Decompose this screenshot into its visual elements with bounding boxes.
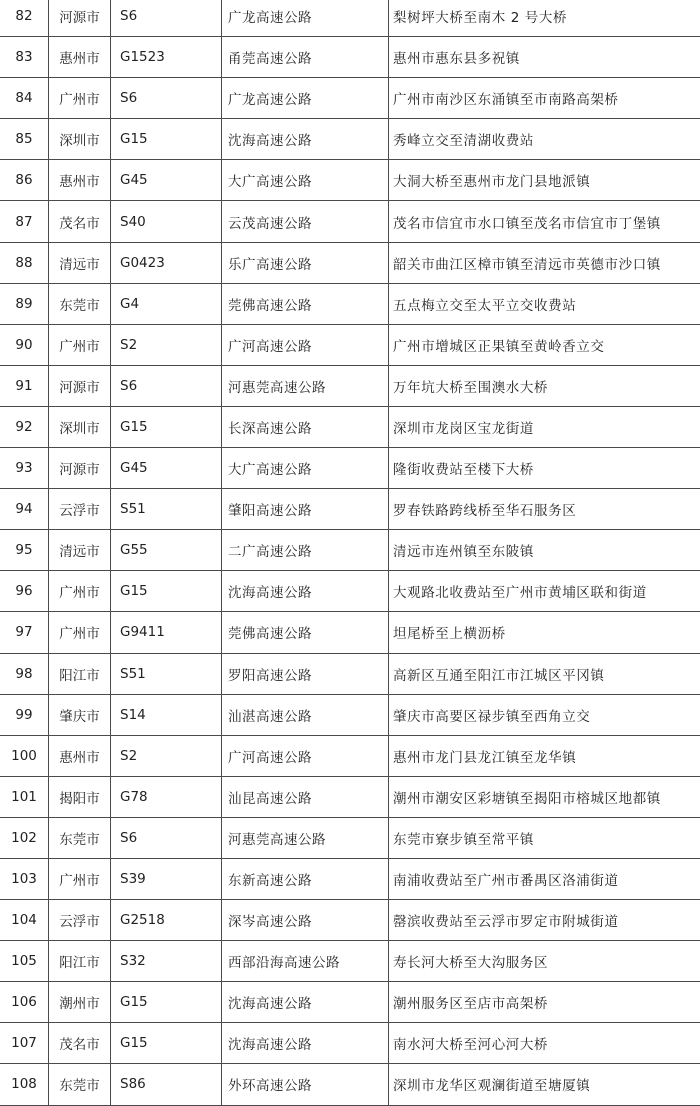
table-row [0,530,700,571]
road-code-cell: G9411 [111,612,222,653]
row-number-cell: 98 [0,653,49,694]
city-cell: 广州市 [49,78,111,119]
road-name-cell: 沈海高速公路 [222,1023,389,1064]
row-number-cell: 92 [0,406,49,447]
road-name-cell: 河惠莞高速公路 [222,817,389,858]
row-number-cell: 88 [0,242,49,283]
row-number-cell: 107 [0,1023,49,1064]
table-row [0,1064,700,1105]
road-segment-cell: 梨树坪大桥至南木 2 号大桥 [389,0,700,37]
row-number-cell: 90 [0,324,49,365]
city-cell: 广州市 [49,324,111,365]
table-row [0,1023,700,1064]
road-segment-cell: 清远市连州镇至东陂镇 [389,530,700,571]
road-name-cell: 广龙高速公路 [222,0,389,37]
road-code-cell: G55 [111,530,222,571]
road-segment-cell: 深圳市龙华区观澜街道至塘厦镇 [389,1064,700,1105]
row-number-cell: 97 [0,612,49,653]
road-code-cell: S51 [111,653,222,694]
city-cell: 河源市 [49,0,111,37]
row-number-cell: 95 [0,530,49,571]
city-cell: 东莞市 [49,283,111,324]
table-row [0,0,700,37]
row-number-cell: 105 [0,941,49,982]
road-name-cell: 云茂高速公路 [222,201,389,242]
road-name-cell: 西部沿海高速公路 [222,941,389,982]
road-name-cell: 莞佛高速公路 [222,612,389,653]
table-row [0,941,700,982]
road-segment-cell: 罄滨收费站至云浮市罗定市附城街道 [389,900,700,941]
road-name-cell: 乐广高速公路 [222,242,389,283]
table-row [0,612,700,653]
road-segment-cell: 东莞市寮步镇至常平镇 [389,817,700,858]
city-cell: 惠州市 [49,37,111,78]
table-row [0,242,700,283]
road-segment-cell: 南水河大桥至河心河大桥 [389,1023,700,1064]
row-number-cell: 94 [0,489,49,530]
road-segment-cell: 韶关市曲江区樟市镇至清远市英德市沙口镇 [389,242,700,283]
row-number-cell: 84 [0,78,49,119]
table-row [0,283,700,324]
city-cell: 茂名市 [49,201,111,242]
road-segment-cell: 惠州市惠东县多祝镇 [389,37,700,78]
road-segment-cell: 秀峰立交至清湖收费站 [389,119,700,160]
city-cell: 深圳市 [49,119,111,160]
row-number-cell: 93 [0,448,49,489]
table-row [0,201,700,242]
row-number-cell: 99 [0,694,49,735]
city-cell: 清远市 [49,242,111,283]
table-row [0,982,700,1023]
road-segment-cell: 深圳市龙岗区宝龙街道 [389,406,700,447]
road-segment-cell: 潮州服务区至店市高架桥 [389,982,700,1023]
table-row [0,900,700,941]
city-cell: 阳江市 [49,941,111,982]
road-code-cell: G15 [111,119,222,160]
road-name-cell: 罗阳高速公路 [222,653,389,694]
row-number-cell: 96 [0,571,49,612]
road-code-cell: G0423 [111,242,222,283]
road-name-cell: 沈海高速公路 [222,119,389,160]
table-row [0,694,700,735]
row-number-cell: 86 [0,160,49,201]
road-name-cell: 东新高速公路 [222,858,389,899]
table-row [0,160,700,201]
road-code-cell: G2518 [111,900,222,941]
road-name-cell: 莞佛高速公路 [222,283,389,324]
city-cell: 揭阳市 [49,776,111,817]
road-code-cell: G4 [111,283,222,324]
table-row [0,817,700,858]
road-segment-cell: 隆街收费站至楼下大桥 [389,448,700,489]
city-cell: 潮州市 [49,982,111,1023]
city-cell: 惠州市 [49,735,111,776]
road-code-cell: G45 [111,160,222,201]
table-row [0,324,700,365]
row-number-cell: 89 [0,283,49,324]
road-code-cell: G15 [111,571,222,612]
road-segment-cell: 广州市南沙区东涌镇至市南路高架桥 [389,78,700,119]
table-row [0,406,700,447]
road-code-cell: S40 [111,201,222,242]
row-number-cell: 104 [0,900,49,941]
road-segment-cell: 罗春铁路跨线桥至华石服务区 [389,489,700,530]
road-segment-cell: 高新区互通至阳江市江城区平冈镇 [389,653,700,694]
road-name-cell: 肇阳高速公路 [222,489,389,530]
table-row [0,653,700,694]
table-row [0,571,700,612]
city-cell: 广州市 [49,612,111,653]
road-name-cell: 外环高速公路 [222,1064,389,1105]
road-name-cell: 大广高速公路 [222,160,389,201]
road-name-cell: 大广高速公路 [222,448,389,489]
road-segment-cell: 南浦收费站至广州市番禺区洛浦街道 [389,858,700,899]
table-row [0,776,700,817]
road-segment-cell: 大洞大桥至惠州市龙门县地派镇 [389,160,700,201]
row-number-cell: 82 [0,0,49,37]
city-cell: 惠州市 [49,160,111,201]
road-segment-cell: 大观路北收费站至广州市黄埔区联和街道 [389,571,700,612]
table-row [0,37,700,78]
row-number-cell: 106 [0,982,49,1023]
row-number-cell: 91 [0,365,49,406]
city-cell: 河源市 [49,448,111,489]
city-cell: 深圳市 [49,406,111,447]
row-number-cell: 85 [0,119,49,160]
road-code-cell: S2 [111,735,222,776]
road-segment-cell: 万年坑大桥至围澳水大桥 [389,365,700,406]
road-code-cell: G1523 [111,37,222,78]
road-name-cell: 沈海高速公路 [222,571,389,612]
road-segment-cell: 茂名市信宜市水口镇至茂名市信宜市丁堡镇 [389,201,700,242]
row-number-cell: 102 [0,817,49,858]
road-segment-cell: 五点梅立交至太平立交收费站 [389,283,700,324]
road-name-cell: 深岑高速公路 [222,900,389,941]
road-code-cell: S6 [111,365,222,406]
row-number-cell: 108 [0,1064,49,1105]
city-cell: 清远市 [49,530,111,571]
road-name-cell: 汕湛高速公路 [222,694,389,735]
road-name-cell: 广河高速公路 [222,735,389,776]
road-code-cell: G15 [111,982,222,1023]
row-number-cell: 83 [0,37,49,78]
road-segment-cell: 坦尾桥至上横沥桥 [389,612,700,653]
city-cell: 东莞市 [49,817,111,858]
city-cell: 阳江市 [49,653,111,694]
city-cell: 茂名市 [49,1023,111,1064]
road-name-cell: 汕昆高速公路 [222,776,389,817]
road-name-cell: 甬莞高速公路 [222,37,389,78]
table-row [0,78,700,119]
road-segment-cell: 潮州市潮安区彩塘镇至揭阳市榕城区地都镇 [389,776,700,817]
road-segment-cell: 惠州市龙门县龙江镇至龙华镇 [389,735,700,776]
road-code-cell: G78 [111,776,222,817]
road-code-cell: S51 [111,489,222,530]
table-row [0,119,700,160]
road-name-cell: 长深高速公路 [222,406,389,447]
city-cell: 广州市 [49,571,111,612]
road-code-cell: S2 [111,324,222,365]
city-cell: 肇庆市 [49,694,111,735]
road-name-cell: 广河高速公路 [222,324,389,365]
road-segment-cell: 肇庆市高要区禄步镇至西角立交 [389,694,700,735]
road-code-cell: G15 [111,1023,222,1064]
table-row [0,448,700,489]
table-row [0,858,700,899]
road-name-cell: 广龙高速公路 [222,78,389,119]
city-cell: 东莞市 [49,1064,111,1105]
road-code-cell: S6 [111,78,222,119]
road-code-cell: S39 [111,858,222,899]
row-number-cell: 101 [0,776,49,817]
city-cell: 云浮市 [49,900,111,941]
road-code-cell: G45 [111,448,222,489]
road-code-cell: S6 [111,817,222,858]
table-row [0,489,700,530]
road-code-cell: S32 [111,941,222,982]
road-code-cell: S86 [111,1064,222,1105]
city-cell: 广州市 [49,858,111,899]
road-segment-cell: 广州市增城区正果镇至黄岭香立交 [389,324,700,365]
road-name-cell: 沈海高速公路 [222,982,389,1023]
table-row [0,365,700,406]
road-segment-cell: 寿长河大桥至大沟服务区 [389,941,700,982]
row-number-cell: 103 [0,858,49,899]
road-code-cell: S6 [111,0,222,37]
road-name-cell: 河惠莞高速公路 [222,365,389,406]
city-cell: 河源市 [49,365,111,406]
row-number-cell: 100 [0,735,49,776]
road-code-cell: S14 [111,694,222,735]
city-cell: 云浮市 [49,489,111,530]
road-code-cell: G15 [111,406,222,447]
row-number-cell: 87 [0,201,49,242]
road-name-cell: 二广高速公路 [222,530,389,571]
table-row [0,735,700,776]
